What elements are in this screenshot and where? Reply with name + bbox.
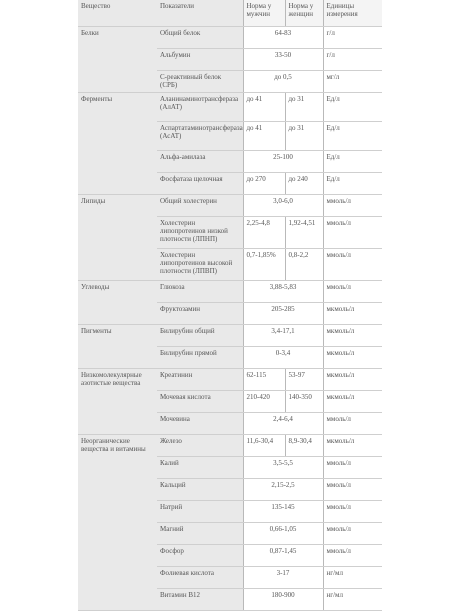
norm-value-cell: 205-285 [243,302,323,324]
norm-value-cell: 3,4-17,1 [243,324,323,346]
header-norm-men: Норма у мужчин [243,0,285,26]
units-cell: ммоль/л [323,194,382,216]
norm-value-cell: 0-3,4 [243,346,323,368]
substance-cell: Углеводы [78,280,157,324]
units-cell: мкмоль/л [323,346,382,368]
units-cell: ммоль/л [323,522,382,544]
table-row [78,194,382,216]
norm-value-cell: 3,0-6,0 [243,194,323,216]
norm-value-cell: 33-50 [243,48,323,70]
indicator-cell: Мочевая кислота [157,390,243,412]
norm-women-cell: 8,9-30,4 [285,434,323,456]
units-cell: ммоль/л [323,456,382,478]
units-cell: ммоль/л [323,478,382,500]
units-cell: г/л [323,48,382,70]
units-cell: ммоль/л [323,216,382,248]
indicator-cell: Альфа-амилаза [157,150,243,172]
table-row [78,368,382,390]
units-cell: мкмоль/л [323,434,382,456]
reference-values-table [78,0,382,611]
indicator-cell: Магний [157,522,243,544]
indicator-cell: Аспартатаминотрансфераза (АсАТ) [157,121,243,150]
units-cell: мкмоль/л [323,368,382,390]
substance-cell: Пигменты [78,324,157,368]
units-cell: мг/л [323,70,382,92]
indicator-cell: Билирубин общий [157,324,243,346]
norm-men-cell: 11,6-30,4 [243,434,285,456]
header-indicator: Показатели [157,0,243,26]
norm-value-cell: до 0,5 [243,70,323,92]
units-cell: мкмоль/л [323,324,382,346]
units-cell: Ед/л [323,172,382,194]
table-row [78,434,382,456]
indicator-cell: Железо [157,434,243,456]
units-cell: ммоль/л [323,280,382,302]
header-norm-women: Норма у женщин [285,0,323,26]
indicator-cell: Кальций [157,478,243,500]
units-cell: ммоль/л [323,544,382,566]
norm-value-cell: 3-17 [243,566,323,588]
units-cell: Ед/л [323,92,382,121]
units-cell: Ед/л [323,121,382,150]
norm-men-cell: до 41 [243,121,285,150]
header-units: Единицы измерения [323,0,382,26]
norm-women-cell: 0,8-2,2 [285,248,323,280]
indicator-cell: Общий белок [157,26,243,48]
indicator-cell: Фруктозамин [157,302,243,324]
substance-cell: Неорганические вещества и витамины [78,434,157,610]
table-row [78,26,382,48]
substance-cell: Липиды [78,194,157,280]
indicator-cell: Фосфор [157,544,243,566]
indicator-cell: Фолиевая кислота [157,566,243,588]
norm-women-cell: до 31 [285,121,323,150]
indicator-cell: Креатинин [157,368,243,390]
norm-value-cell: 0,87-1,45 [243,544,323,566]
units-cell: ммоль/л [323,500,382,522]
units-cell: ммоль/л [323,248,382,280]
norm-men-cell: 210-420 [243,390,285,412]
units-cell: мкмоль/л [323,390,382,412]
table-row [78,92,382,121]
substance-cell: Белки [78,26,157,92]
indicator-cell: Холестерин липопротеинов высокой плотности (ЛПВП) [157,248,243,280]
norm-women-cell: до 240 [285,172,323,194]
units-cell: Ед/л [323,150,382,172]
norm-men-cell: до 270 [243,172,285,194]
norm-men-cell: 2,25-4,8 [243,216,285,248]
norm-women-cell: до 31 [285,92,323,121]
units-cell: нг/мл [323,588,382,610]
norm-value-cell: 135-145 [243,500,323,522]
norm-women-cell: 1,92-4,51 [285,216,323,248]
norm-women-cell: 140-350 [285,390,323,412]
substance-cell: Ферменты [78,92,157,194]
indicator-cell: Глюкоза [157,280,243,302]
units-cell: г/л [323,26,382,48]
table-row [78,324,382,346]
indicator-cell: Мочевина [157,412,243,434]
indicator-cell: Калий [157,456,243,478]
norm-value-cell: 25-100 [243,150,323,172]
indicator-cell: Аланинаминотрансфераза (АлАТ) [157,92,243,121]
indicator-cell: Витамин В12 [157,588,243,610]
substance-cell: Низкомолекулярные азотистые вещества [78,368,157,434]
norm-women-cell: 53-97 [285,368,323,390]
norm-men-cell: 62-115 [243,368,285,390]
norm-value-cell: 0,66-1,05 [243,522,323,544]
norm-value-cell: 3,5-5,5 [243,456,323,478]
indicator-cell: Билирубин прямой [157,346,243,368]
table-row [78,280,382,302]
indicator-cell: Холестерин липопротеинов низкой плотности (ЛПНП) [157,216,243,248]
units-cell: нг/мл [323,566,382,588]
norm-men-cell: 0,7-1,85% [243,248,285,280]
norm-value-cell: 2,15-2,5 [243,478,323,500]
indicator-cell: С-реактивный белок (СРБ) [157,70,243,92]
indicator-cell: Альбумин [157,48,243,70]
norm-value-cell: 3,88-5,83 [243,280,323,302]
header-substance: Вещество [78,0,157,26]
norm-value-cell: 180-900 [243,588,323,610]
units-cell: ммоль/л [323,412,382,434]
indicator-cell: Фосфатаза щелочная [157,172,243,194]
norm-men-cell: до 41 [243,92,285,121]
norm-value-cell: 2,4-6,4 [243,412,323,434]
norm-value-cell: 64-83 [243,26,323,48]
indicator-cell: Общий холестерин [157,194,243,216]
table-header-row [78,0,382,26]
indicator-cell: Натрий [157,500,243,522]
units-cell: мкмоль/л [323,302,382,324]
